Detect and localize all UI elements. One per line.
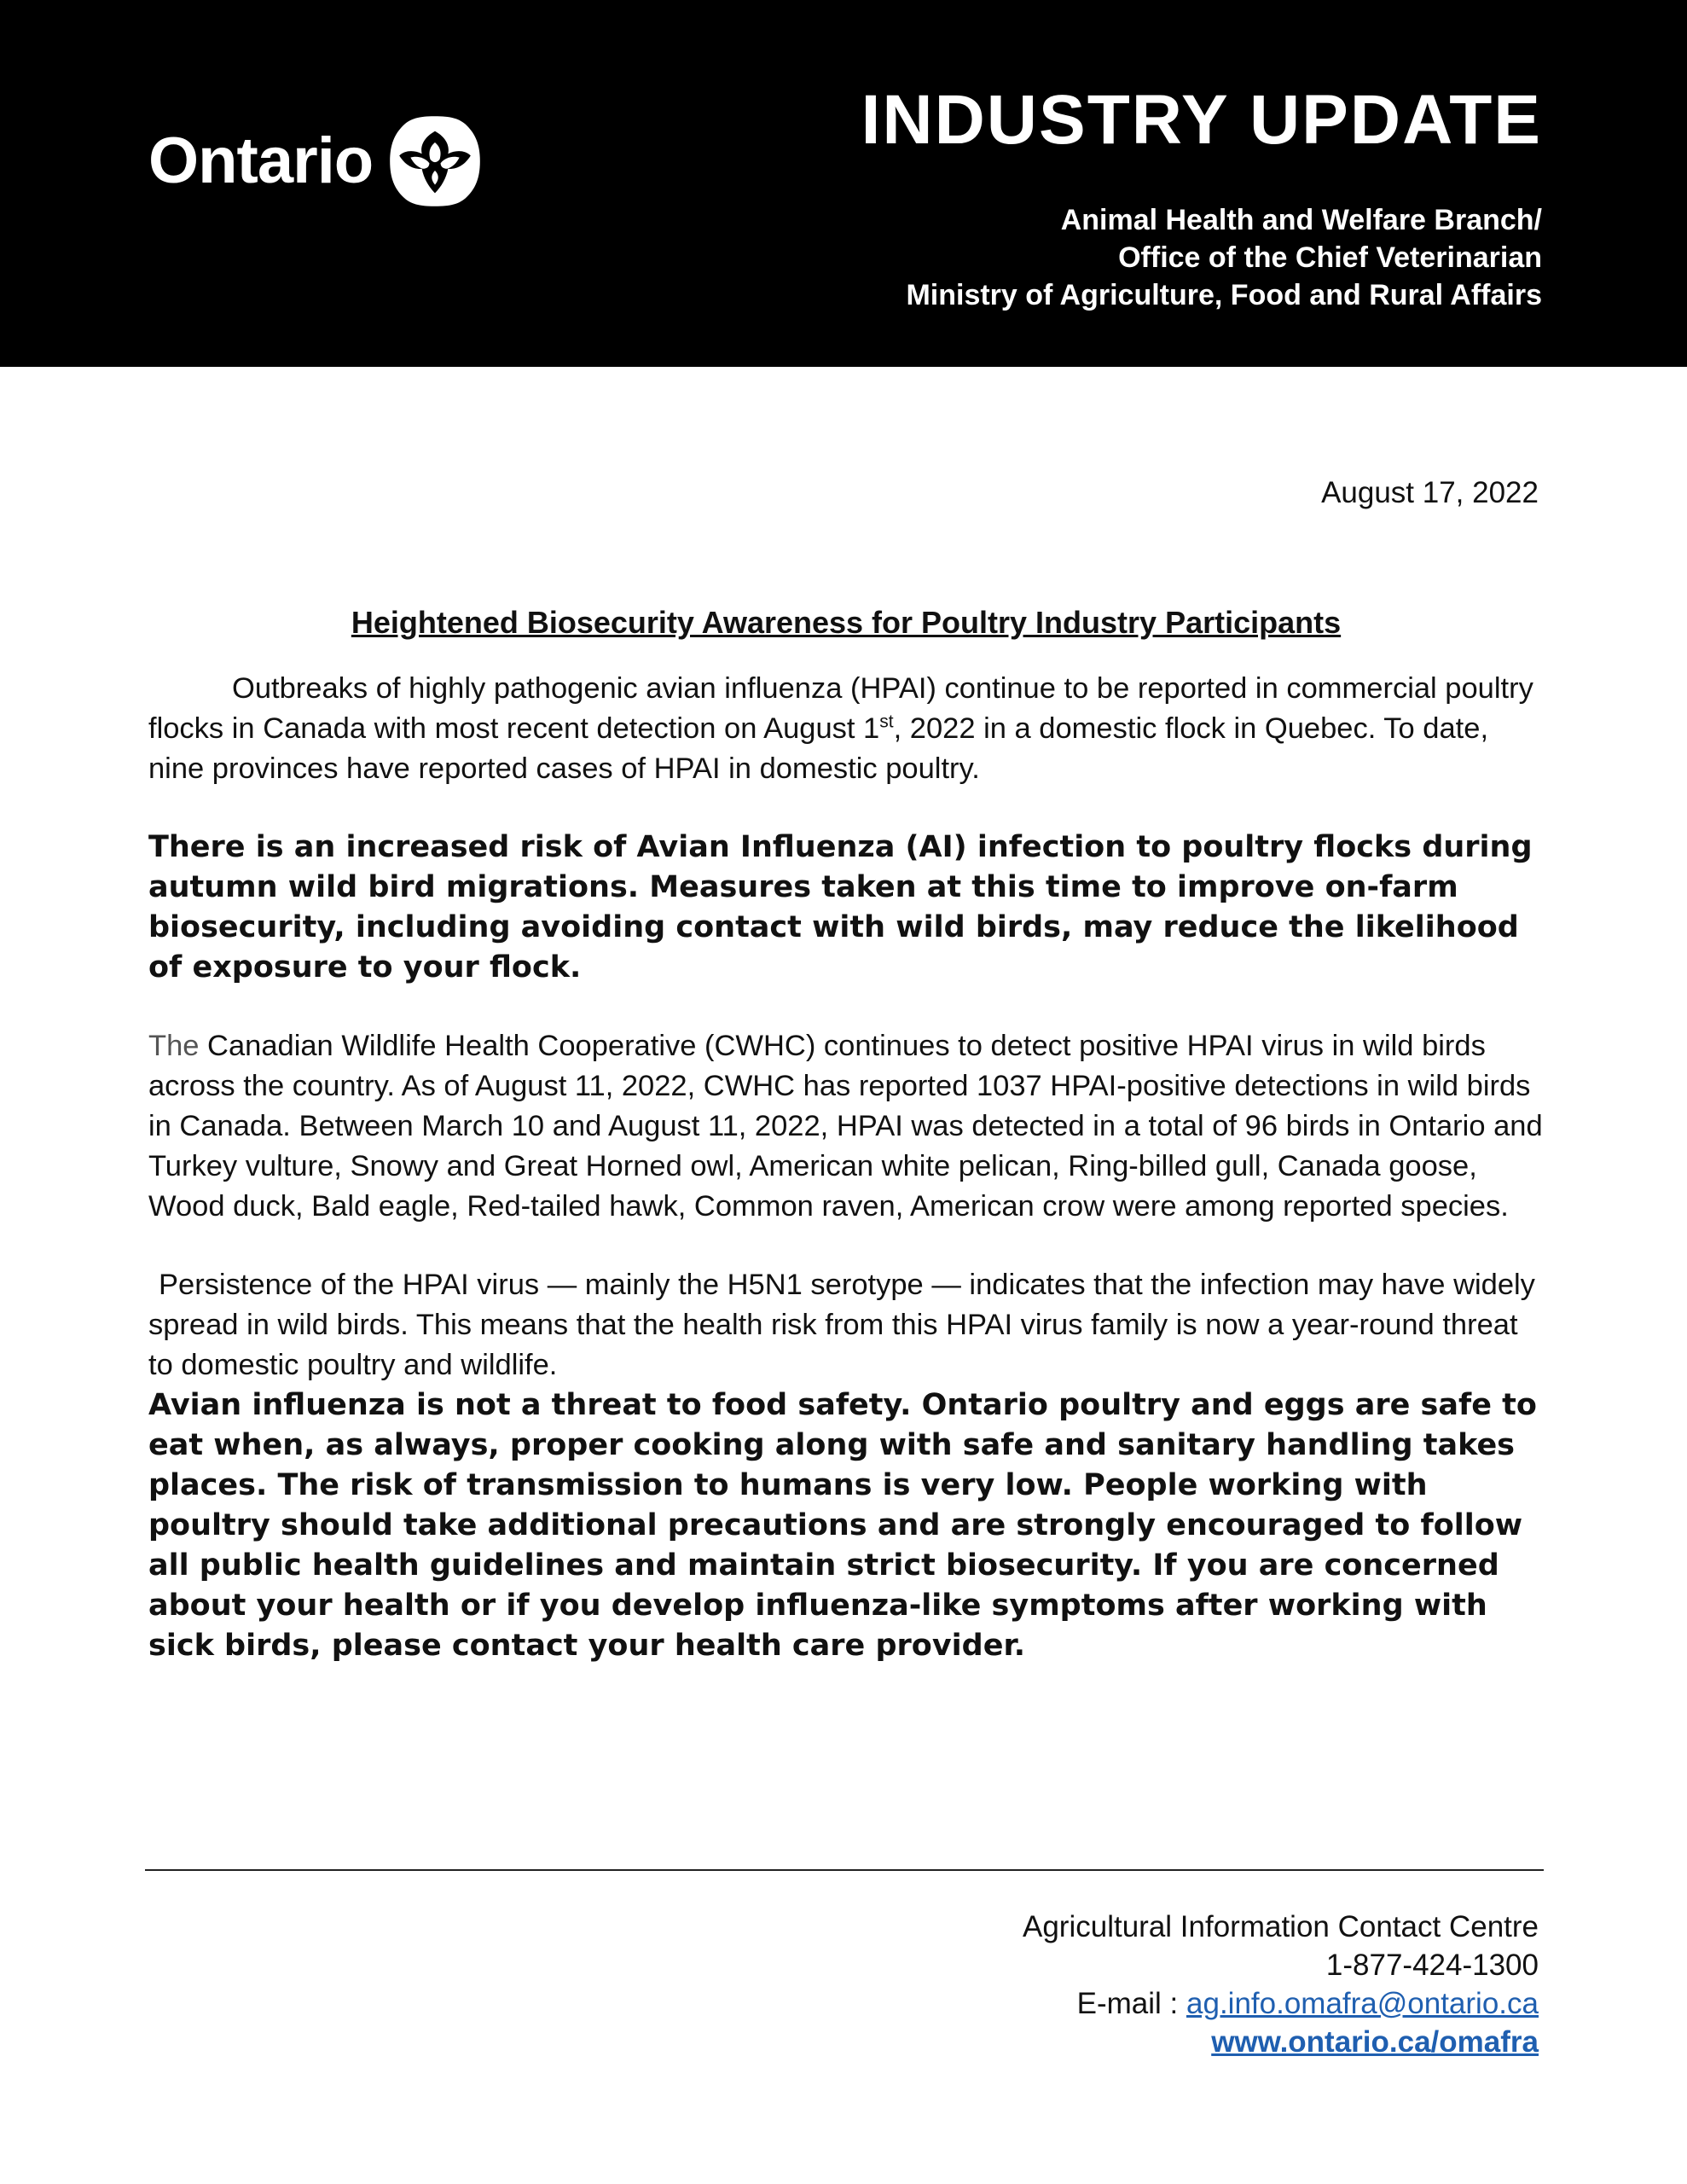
contact-phone: 1-877-424-1300 (1325, 1949, 1539, 1982)
document-body (148, 602, 1544, 1705)
document-date: August 17, 2022 (1321, 476, 1539, 509)
ontario-trillium-icon (388, 114, 482, 208)
p1-text-start: Outbreaks of highly pathogenic avian influenza (HPAI) continue to be reported in commercial poultry flocks in Canada with most recent detection on August 1 (148, 672, 1533, 745)
document-heading: Heightened Biosecurity Awareness for Poultry Industry Participants (351, 605, 1342, 640)
paragraph-cwhc (148, 1026, 1544, 1227)
email-link[interactable]: ag.info.omafra@ontario.ca (1186, 1987, 1539, 2020)
header-band (0, 0, 1687, 367)
office-line: Office of the Chief Veterinarian (1118, 241, 1542, 274)
p1-superscript: st (879, 712, 894, 732)
footer-divider (145, 1869, 1544, 1871)
p3-lead-word: The (148, 1030, 200, 1062)
page-title: INDUSTRY UPDATE (861, 81, 1542, 159)
website-link[interactable]: www.ontario.ca/omafra (1211, 2025, 1539, 2059)
ministry-line: Ministry of Agriculture, Food and Rural Affairs (906, 279, 1542, 311)
email-label: E-mail : (1076, 1987, 1187, 2020)
contact-footer (1023, 1908, 1539, 2061)
logo-wordmark: Ontario (148, 125, 374, 197)
contact-centre-name: Agricultural Information Contact Centre (1023, 1910, 1539, 1943)
paragraph-persistence: Persistence of the HPAI virus — mainly the H5N1 serotype — indicates that the infection may have widely spread in wild birds. This means that the health risk from this HPAI virus family is now a year-round threat to domestic poultry and wildlife. (148, 1269, 1535, 1381)
ontario-logo[interactable] (148, 114, 482, 208)
branch-line: Animal Health and Welfare Branch/ (1060, 204, 1542, 236)
contact-email-row (1023, 1984, 1539, 2023)
paragraph-outbreaks (148, 669, 1544, 789)
paragraph-increased-risk: There is an increased risk of Avian Influenza (AI) infection to poultry flocks during autumn wild bird migrations. Measures taken at this time to improve on-farm biosecurity, including avoiding contact with wild birds, may reduce the likelihood of exposure to your flock. (148, 830, 1533, 985)
p1-text-end: , 2022 in a domestic flock in Quebec. To date, nine provinces have reported cases of HPAI in domestic poultry. (148, 712, 1489, 785)
branch-info (906, 201, 1542, 314)
p3-text: Canadian Wildlife Health Cooperative (CWHC) continues to detect positive HPAI virus in wild birds across the country. As of August 11, 2022, CWHC has reported 1037 HPAI-positive detections in wild birds in Canada. Between March 10 and August 11, 2022, HPAI was detected in a total of 96 birds in Ontario and Turkey vulture, Snowy and Great Horned owl, American white pelican, Ring-billed gull, Canada goose, Wood duck, Bald eagle, Red-tailed hawk, Common raven, American crow were among reported species. (148, 1030, 1543, 1223)
paragraph-food-safety: Avian influenza is not a threat to food safety. Ontario poultry and eggs are safe to eat when, as always, proper cooking along with safe and sanitary handling takes places. The risk of transmission to humans is very low. People working with poultry should take additional precautions and are strongly encouraged to follow all public health guidelines and maintain strict biosecurity. If you are concerned about your health or if you develop influenza-like symptoms after working with sick birds, please contact your health care provider. (148, 1388, 1537, 1663)
